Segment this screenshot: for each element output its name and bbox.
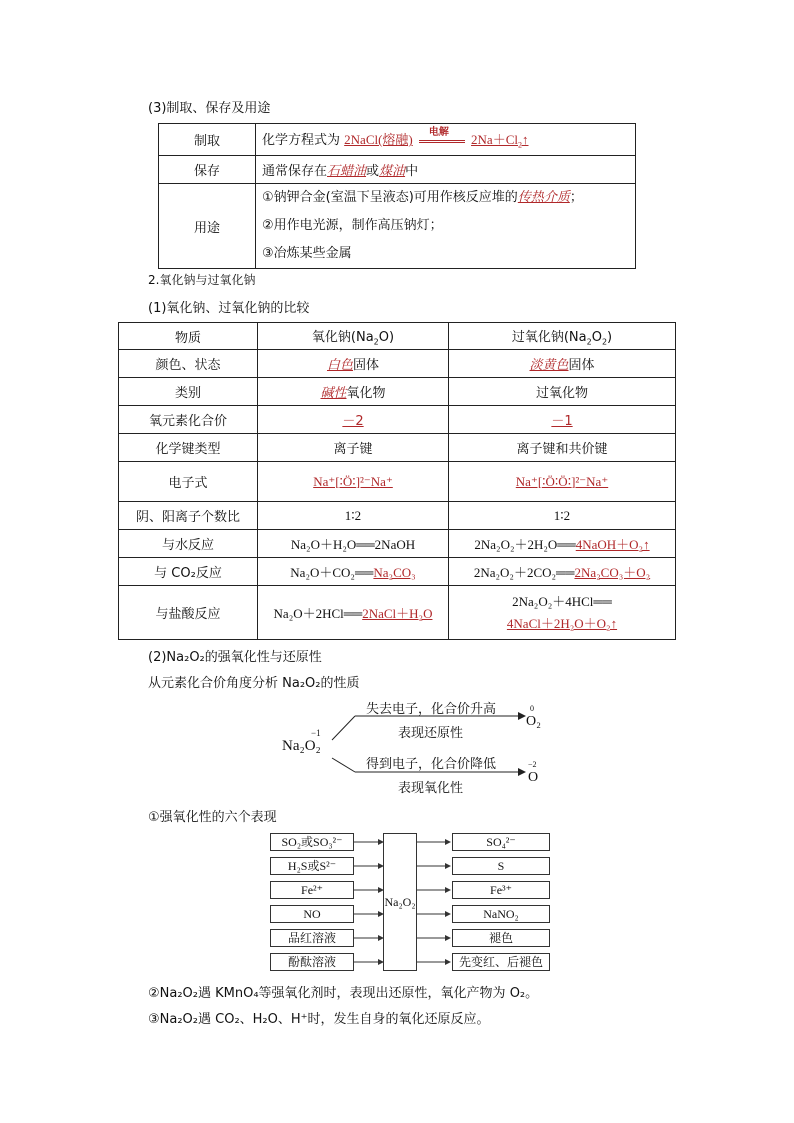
header-substance: 物质	[119, 323, 258, 350]
row-co2-label: 与 CO₂反应	[119, 558, 258, 586]
na2o2-class: 过氧化物	[449, 378, 676, 406]
na2o2-ratio: 1∶2	[449, 502, 676, 530]
flow-left-0: SO₂或SO₃²⁻	[270, 833, 354, 851]
flow-right-3: NaNO₂	[452, 905, 550, 923]
prep-storage-use-table	[158, 123, 636, 269]
na2o2-valence: －1	[449, 406, 676, 434]
flow-left-1: H₂S或S²⁻	[270, 857, 354, 875]
prep-equation-right: $2Na+Cl_2↑$	[471, 132, 529, 150]
na2o2-bond: 离子键和共价键	[449, 434, 676, 462]
storage-label: 保存	[159, 156, 256, 184]
prep-cell	[256, 124, 636, 156]
bottom-product: O	[528, 770, 539, 785]
oxidation-flow-diagram	[270, 832, 552, 974]
row-bond-label: 化学键类型	[119, 434, 258, 462]
use-line-3: ③冶炼某些金属	[262, 246, 352, 261]
bottom-below-label: 表现氧化性	[398, 781, 464, 796]
comparison-title: (1)氧化钠、过氧化钠的比较	[148, 301, 310, 316]
row-class-label: 类别	[119, 378, 258, 406]
flow-right-0: SO₄²⁻	[452, 833, 550, 851]
prep-label: 制取	[159, 124, 256, 156]
note-2: ②Na₂O₂遇 KMnO₄等强氧化剂时，表现出还原性，氧化产物为 O₂。	[148, 986, 539, 1001]
flow-right-4: 褪色	[452, 929, 550, 947]
top-product-charge: 0	[530, 704, 534, 713]
flow-left-5: 酚酞溶液	[270, 953, 354, 971]
na2o-hcl: Na₂O＋2HCl══2NaCl＋H₂O	[258, 586, 449, 640]
storage-cell	[256, 156, 636, 184]
flow-left-3: NO	[270, 905, 354, 923]
redox-diagram	[280, 700, 560, 800]
electrolysis-condition: 电解	[428, 126, 449, 138]
row-ratio-label: 阴、阳离子个数比	[119, 502, 258, 530]
flow-left-4: 品红溶液	[270, 929, 354, 947]
flow-right-1: S	[452, 857, 550, 875]
use-cell	[256, 184, 636, 269]
na2o2-center: Na₂O₂	[282, 738, 321, 754]
na2o-color: 白色固体	[258, 350, 449, 378]
bottom-arrow-label: 得到电子，化合价降低	[366, 757, 497, 772]
na2o-electron-formula: Na⁺[∶Ö∶]²⁻Na⁺	[258, 462, 449, 502]
storage-or: 或	[366, 164, 380, 179]
top-arrow-label: 失去电子，化合价升高	[366, 702, 497, 717]
na2o-water: Na₂O＋H₂O══2NaOH	[258, 530, 449, 558]
flow-left-2: Fe²⁺	[270, 881, 354, 899]
row-hcl-label: 与盐酸反应	[119, 586, 258, 640]
storage-end: 中	[405, 164, 419, 179]
bottom-product-charge: −2	[528, 760, 537, 769]
top-below-label: 表现还原性	[398, 726, 464, 741]
na2o2-water: 2Na₂O₂＋2H₂O══4NaOH＋O₂↑	[449, 530, 676, 558]
row-valence-label: 氧元素化合价	[119, 406, 258, 434]
na2o-bond: 离子键	[258, 434, 449, 462]
analysis-line: 从元素化合价角度分析 Na₂O₂的性质	[148, 676, 360, 691]
flow-right-5: 先变红、后褪色	[452, 953, 550, 971]
electrolysis-arrow	[417, 126, 467, 147]
storage-option-b: 煤油	[379, 164, 406, 179]
storage-option-a: 石蜡油	[327, 164, 367, 179]
storage-text: 通常保存在	[262, 164, 328, 179]
na2o-class: 碱性氧化物	[258, 378, 449, 406]
prep-prefix: 化学方程式为	[262, 133, 341, 149]
note-3: ③Na₂O₂遇 CO₂、H₂O、H⁺时，发生自身的氧化还原反应。	[148, 1012, 490, 1027]
comparison-table	[118, 322, 676, 640]
na2o2-co2: 2Na₂O₂＋2CO₂══2Na₂CO₃＋O₂	[449, 558, 676, 586]
redox-title: (2)Na₂O₂的强氧化性与还原性	[148, 650, 322, 665]
section3-title: (3)制取、保存及用途	[148, 101, 271, 116]
na2o-ratio: 1∶2	[258, 502, 449, 530]
na2o2-color: 淡黄色固体	[449, 350, 676, 378]
na2o2-electron-formula: Na⁺[∶Ö∶Ö∶]²⁻Na⁺	[449, 462, 676, 502]
use-line-1: ①钠钾合金(室温下呈液态)可用作核反应堆的传热介质；	[262, 190, 583, 205]
na2o-valence: －2	[258, 406, 449, 434]
na2o-co2: Na₂O＋CO₂══Na₂CO₃	[258, 558, 449, 586]
top-product: O₂	[526, 714, 541, 729]
na2o2-hcl: 2Na₂O₂＋4HCl══ 4NaCl＋2H₂O＋O₂↑	[449, 586, 676, 640]
header-na2o2: 过氧化钠$(Na_2O_2)$	[449, 323, 676, 350]
header-na2o: 氧化钠$(Na_2O)$	[258, 323, 449, 350]
row-electron-label: 电子式	[119, 462, 258, 502]
prep-equation-left: 2NaCl(熔融)	[344, 132, 413, 148]
heading-sodium-oxides: 2.氧化钠与过氧化钠	[148, 273, 256, 287]
use-label: 用途	[159, 184, 256, 269]
flow-center: Na₂O₂	[383, 833, 417, 971]
use-line-2: ②用作电光源，制作高压钠灯；	[262, 218, 443, 233]
na2o2-charge: −1	[311, 728, 321, 738]
row-color-label: 颜色、状态	[119, 350, 258, 378]
row-water-label: 与水反应	[119, 530, 258, 558]
six-manifestations-title: ①强氧化性的六个表现	[148, 810, 277, 825]
flow-right-2: Fe³⁺	[452, 881, 550, 899]
